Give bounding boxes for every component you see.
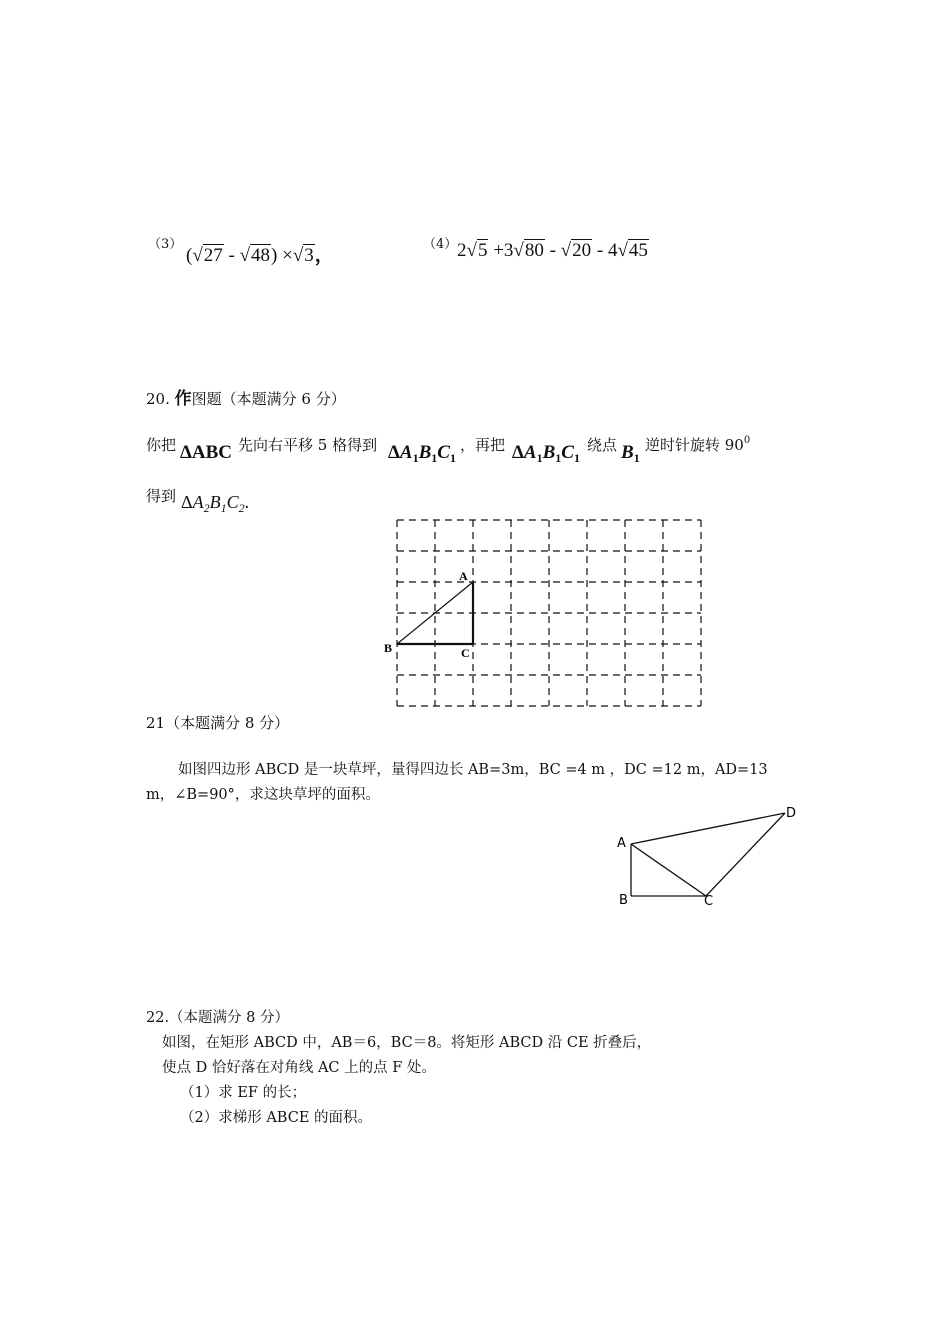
tri-a1b1c1-second: $\Delta A_1B_1C_1$: [512, 442, 580, 465]
quad-label-b: B: [619, 893, 628, 908]
quad-label-d: D: [786, 806, 797, 821]
q22-heading: 22.（本题满分 8 分）: [146, 1010, 290, 1026]
label-b: B: [384, 641, 393, 655]
label-c: C: [461, 646, 470, 660]
q22-item-2: （2）求梯形 ABCE 的面积。: [180, 1110, 373, 1126]
q22-line-1: 如图，在矩形 ABCD 中，AB＝6，BC＝8。将矩形 ABCD 沿 CE 折叠后，: [162, 1035, 652, 1051]
expr4-label: （4）: [423, 237, 458, 252]
q20-text-6: 得到: [146, 487, 177, 505]
q20-text-2: 先向右平移 5 格得到: [238, 436, 378, 454]
point-b1: $B_1$: [621, 442, 640, 465]
q20-text-1: 你把: [146, 436, 177, 454]
q20-text-4: 绕点: [587, 436, 618, 454]
grid-figure: [380, 512, 710, 712]
tri-a1b1c1-first: $\Delta A_1B_1C_1$: [388, 442, 456, 465]
q22-item-1: （1）求 EF 的长；: [180, 1085, 307, 1101]
label-a: A: [459, 569, 468, 583]
tri-a2b1c2: $\Delta A_2B_1C_2$.: [181, 492, 250, 515]
expr3-label: （3）: [148, 237, 183, 252]
q21-heading: 21（本题满分 8 分）: [146, 714, 290, 732]
quadrilateral-figure: [610, 800, 810, 910]
expr4: 2√5 +3√80 - √20 - 4√45: [457, 240, 648, 261]
expr3: (√27 - √48) ×√3，: [186, 245, 334, 266]
q20-heading: 20. 作图题（本题满分 6 分）: [146, 389, 346, 409]
q20-text-3: ，再把: [460, 436, 506, 454]
q21-line-2: m，∠B=90°，求这块草坪的面积。: [146, 787, 380, 803]
tri-abc: ΔABC: [180, 442, 233, 463]
q22-line-2: 使点 D 恰好落在对角线 AC 上的点 F 处。: [162, 1060, 436, 1076]
q20-text-5: 逆时针旋转 $90^0$: [645, 435, 751, 454]
dashed-grid: [397, 520, 701, 706]
quad-label-c: C: [704, 894, 714, 909]
q21-line-1: 如图四边形 ABCD 是一块草坪，量得四边长 AB=3m，BC =4 m ，DC =12 m，AD=13: [178, 762, 768, 778]
quad-label-a: A: [617, 836, 626, 851]
